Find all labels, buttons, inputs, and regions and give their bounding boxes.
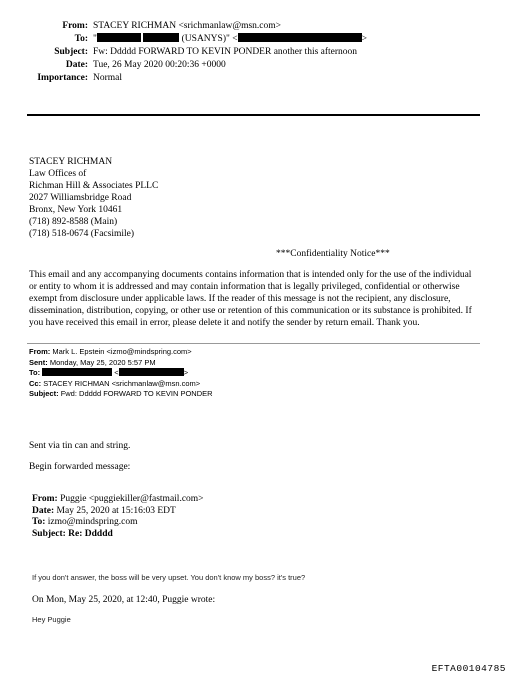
signature-line: Richman Hill & Associates PLLC — [29, 181, 159, 191]
header-importance-label: Importance: — [37, 73, 88, 83]
signature-block — [29, 156, 158, 240]
body-line-1: Sent via tin can and string. — [29, 441, 131, 451]
redaction-block — [143, 33, 179, 42]
header-date-label: Date: — [65, 60, 88, 70]
signature-line: STACEY RICHMAN — [29, 157, 113, 167]
forward-divider — [27, 343, 480, 344]
fwd2-date-row: Date: May 25, 2020 at 15:16:03 EDT — [32, 505, 176, 516]
header-from-label: From: — [62, 21, 88, 31]
redaction-block — [119, 368, 184, 376]
header-subject-label: Subject: — [54, 47, 88, 57]
header-date-value: Tue, 26 May 2020 00:20:36 +0000 — [93, 60, 226, 70]
header-subject-value: Fw: Ddddd FORWARD TO KEVIN PONDER another this afternoon — [93, 47, 358, 57]
header-to-value: " (USANYS)" < > — [93, 34, 367, 44]
signature-line: Bronx, New York 10461 — [29, 205, 123, 215]
header-to-label: To: — [74, 34, 88, 44]
signature-line: (718) 892-8588 (Main) — [29, 217, 118, 227]
forward-header-2 — [32, 494, 472, 540]
confidentiality-title: ***Confidentiality Notice*** — [276, 249, 390, 259]
fwd2-from-row: From: Puggie <puggiekiller@fastmail.com> — [32, 494, 204, 504]
fwd1-subject-row: Subject: Fwd: Ddddd FORWARD TO KEVIN PONDER — [29, 389, 213, 398]
fwd2-to-row: To: izmo@mindspring.com — [32, 517, 138, 527]
document-id: EFTA00104785 — [431, 663, 506, 674]
fwd1-sent-row: Sent: Monday, May 25, 2020 5:57 PM — [29, 357, 156, 367]
header-from-value: STACEY RICHMAN <srichmanlaw@msn.com> — [93, 21, 282, 31]
hey-text: Hey Puggie — [32, 615, 71, 624]
wrote-line: On Mon, May 25, 2020, at 12:40, Puggie wrote: — [32, 595, 216, 605]
signature-line: (718) 518-0674 (Facsimile) — [29, 229, 135, 239]
forward-header-1 — [29, 347, 469, 400]
signature-line: 2027 Williamsbridge Road — [29, 193, 132, 203]
redaction-block — [42, 368, 112, 376]
signature-line: Law Offices of — [29, 169, 87, 179]
confidentiality-body: This email and any accompanying documents contains information that is intended only for the use of the individual or entity to whom it is addressed and may contain information that is legally privileged, confidential or otherwise exempt from disclosure under applicable laws. If the reader of this message is not the recipient, any disclosure, dissemination, distribution, copying, or other use or retention of this communication or its substance is prohibited. If you have received this email in error, please delete it and notify the sender by return email. Thank you. — [29, 270, 472, 328]
body-line-2: Begin forwarded message: — [29, 462, 131, 472]
reply-text: If you don't answer, the boss will be very upset. You don't know my boss? it's true? — [32, 573, 306, 582]
redaction-block — [97, 33, 141, 42]
fwd2-subject-row: Subject: Re: Ddddd — [32, 528, 113, 539]
header-importance-value: Normal — [93, 73, 123, 83]
fwd1-cc-row: Cc: STACEY RICHMAN <srichmanlaw@msn.com> — [29, 378, 201, 388]
redaction-block — [238, 33, 362, 42]
header-divider — [27, 114, 480, 116]
fwd1-to-row: To: < > — [29, 368, 189, 377]
fwd1-from-row: From: Mark L. Epstein <izmo@mindspring.com> — [29, 347, 192, 356]
